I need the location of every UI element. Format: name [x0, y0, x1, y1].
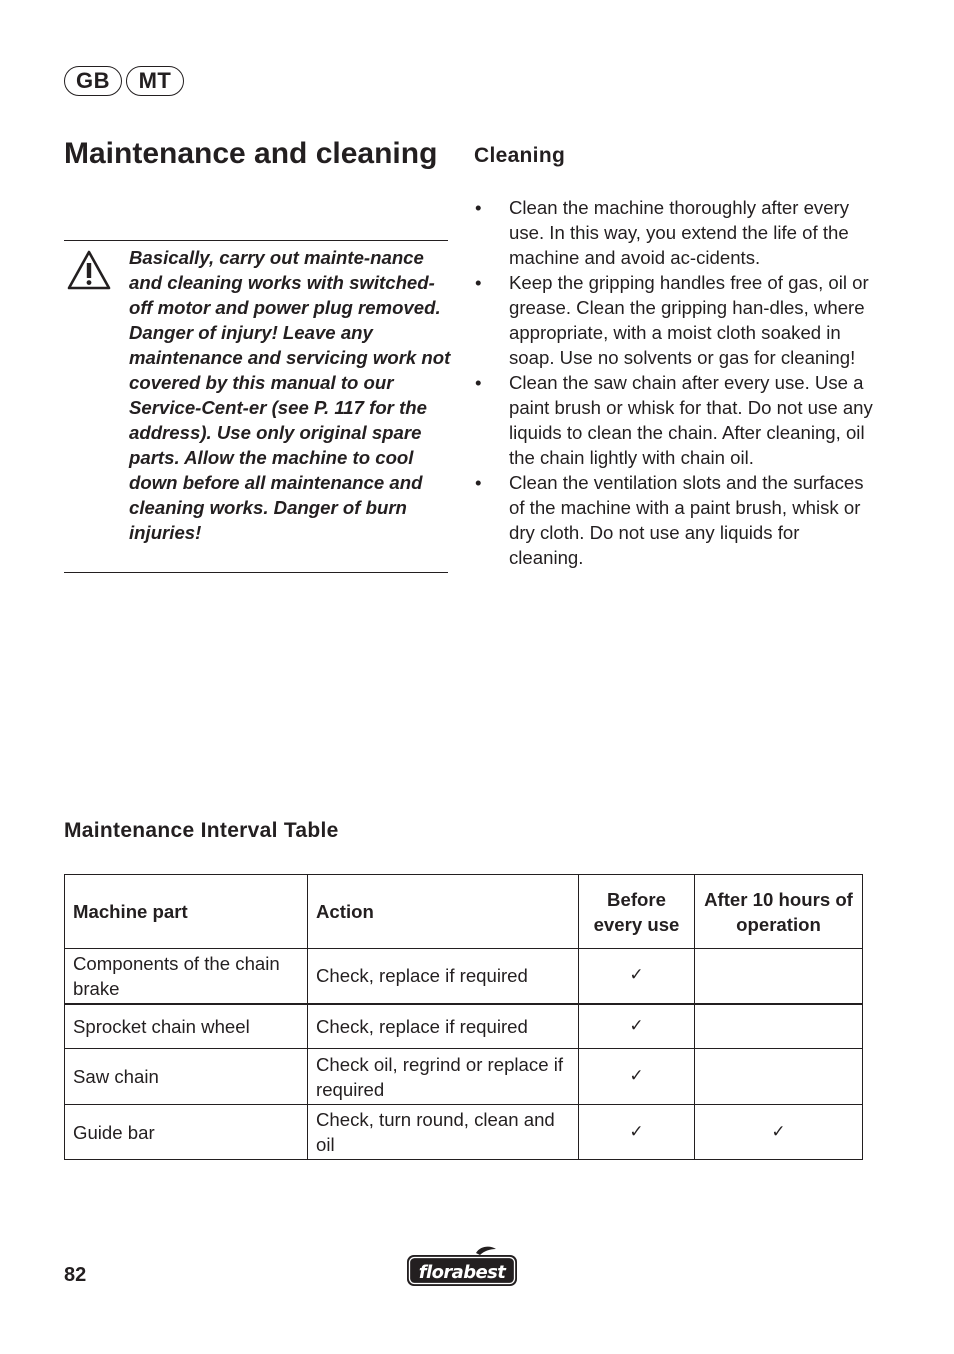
- language-badge-mt: MT: [126, 66, 184, 96]
- list-item-text: Clean the saw chain after every use. Use a paint brush or whisk for that. Do not use any liquids to clean the chain. After cleaning, oil the chain lightly with chain oil.: [509, 372, 873, 468]
- bullet-icon: •: [475, 472, 482, 493]
- bullet-icon: •: [475, 372, 482, 393]
- cleaning-list: [474, 195, 874, 570]
- cell-machine-part: Guide bar: [65, 1105, 308, 1160]
- header-action: Action: [308, 875, 579, 949]
- cell-action: Check, turn round, clean and oil: [308, 1105, 579, 1160]
- florabest-logo: [404, 1244, 520, 1290]
- checkmark-icon: ✓: [579, 1004, 695, 1049]
- bullet-icon: •: [475, 272, 482, 293]
- list-item-text: Clean the machine thoroughly after every use. In this way, you extend the life of the machine and avoid ac-cidents.: [509, 197, 850, 268]
- language-badge-gb: GB: [64, 66, 122, 96]
- warning-text: Basically, carry out mainte-nance and cleaning works with switched-off motor and power plug removed. Danger of injury! Leave any maintenance and servicing work not covered by this manual to our Service-Cent-er (see P. 117 for the address). Use only original spare parts. Allow the machine to cool down before all maintenance and cleaning works. Danger of burn injuries!: [129, 247, 451, 543]
- cleaning-heading: Cleaning: [474, 144, 566, 167]
- checkmark-icon: ✓: [579, 949, 695, 1004]
- warning-triangle-icon: [66, 249, 112, 291]
- list-item-text: Keep the gripping handles free of gas, oil or grease. Clean the gripping han-dles, where appropriate, with a moist cloth soaked in soap. Use no solvents or gas for cleaning!: [509, 272, 869, 368]
- table-header-row: [65, 875, 863, 949]
- maintenance-interval-table: [64, 874, 863, 1160]
- bullet-icon: •: [475, 197, 482, 218]
- table-heading: Maintenance Interval Table: [64, 819, 339, 842]
- cell-after-10-hours: [695, 1049, 863, 1105]
- table-row: [65, 1049, 863, 1105]
- table-row: [65, 1105, 863, 1160]
- checkmark-icon: ✓: [579, 1105, 695, 1160]
- table-row: [65, 949, 863, 1004]
- cell-action: Check, replace if required: [308, 1004, 579, 1049]
- cell-machine-part: Saw chain: [65, 1049, 308, 1105]
- list-item: [474, 270, 874, 370]
- warning-box: [64, 240, 451, 573]
- page-title: Maintenance and cleaning: [64, 137, 438, 170]
- page-number: 82: [64, 1264, 87, 1286]
- checkmark-icon: ✓: [579, 1049, 695, 1105]
- cell-machine-part: Sprocket chain wheel: [65, 1004, 308, 1049]
- list-item: [474, 470, 874, 570]
- list-item: [474, 195, 874, 270]
- table-row: [65, 1004, 863, 1049]
- checkmark-icon: ✓: [695, 1105, 863, 1160]
- cell-machine-part: Components of the chain brake: [65, 949, 308, 1004]
- cell-after-10-hours: [695, 949, 863, 1004]
- brand-wordmark: florabest: [418, 1262, 506, 1283]
- list-item: [474, 370, 874, 470]
- header-machine-part: Machine part: [65, 875, 308, 949]
- cell-action: Check, replace if required: [308, 949, 579, 1004]
- list-item-text: Clean the ventilation slots and the surfaces of the machine with a paint brush, whisk or dry cloth. Do not use any liquids for cleaning.: [509, 472, 864, 568]
- language-badges: [64, 66, 184, 96]
- header-before-every-use: Before every use: [579, 875, 695, 949]
- cell-action: Check oil, regrind or replace if required: [308, 1049, 579, 1105]
- header-after-10-hours: After 10 hours of operation: [695, 875, 863, 949]
- cell-after-10-hours: [695, 1004, 863, 1049]
